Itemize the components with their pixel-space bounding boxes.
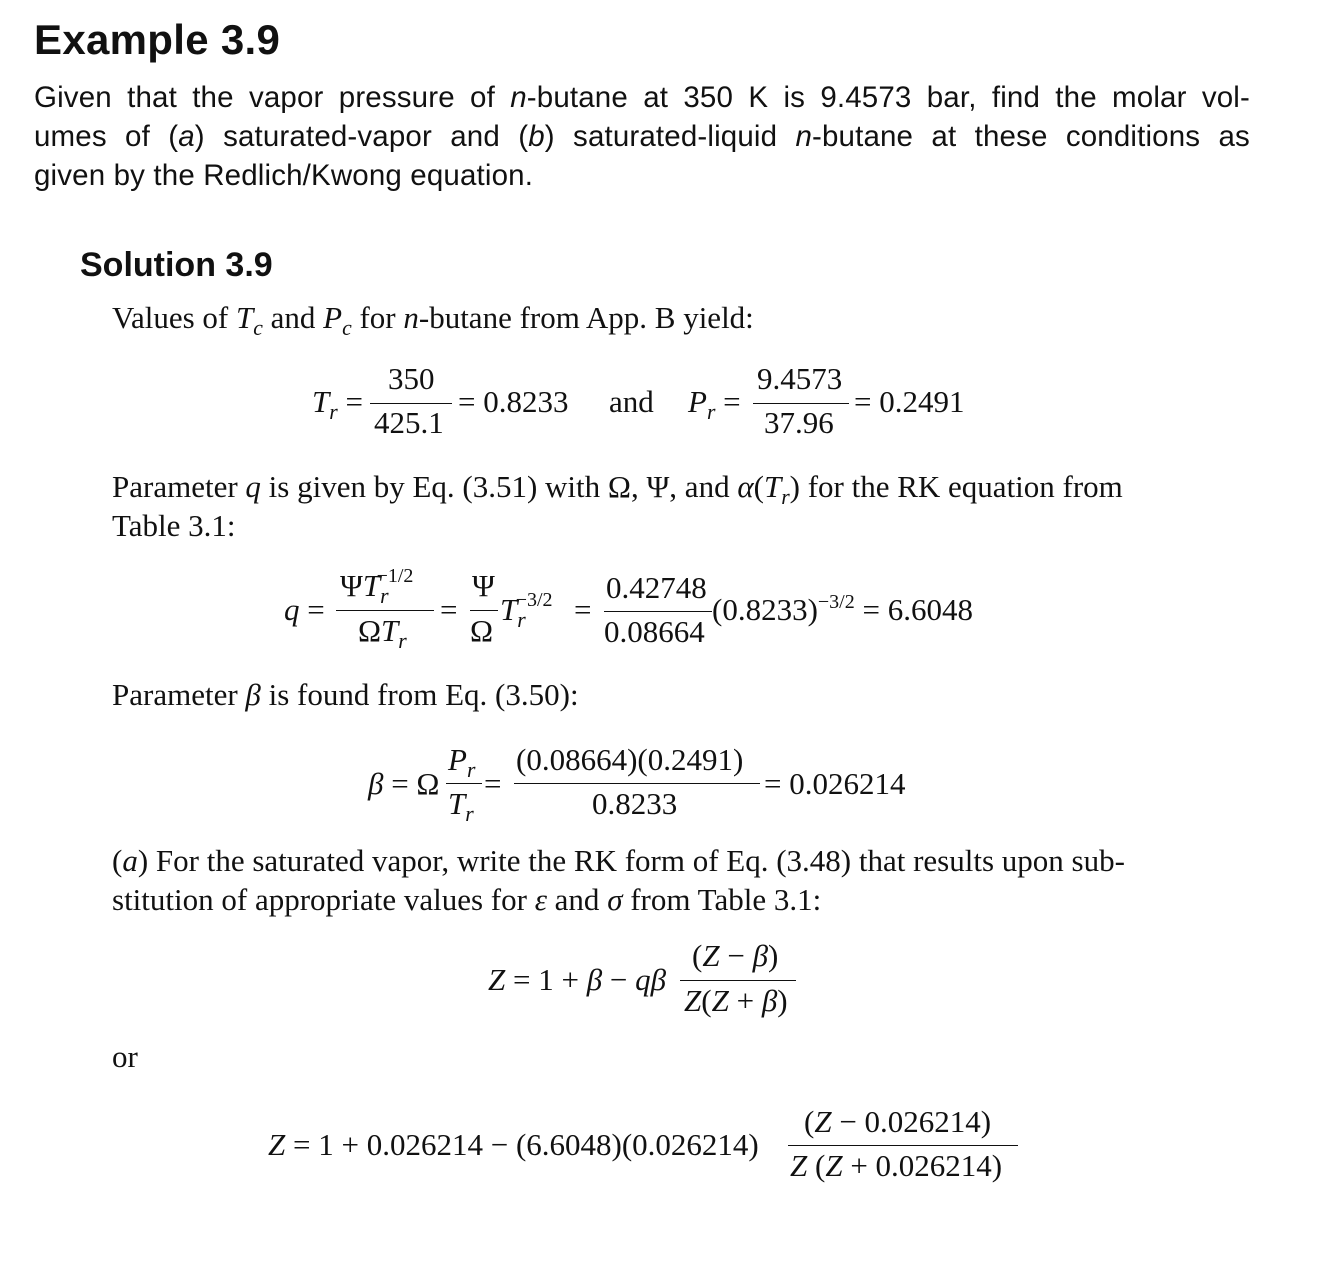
problem-line-2: umes of (a) saturated-vapor and (b) saturated-liquid n-butane at these conditions as bbox=[34, 120, 1250, 153]
eq3-equals: = bbox=[484, 766, 502, 801]
eq3-result: = 0.026214 bbox=[764, 766, 906, 801]
eq2-numerator-2: Ψ bbox=[472, 568, 495, 603]
eq4-fraction-bar bbox=[680, 980, 796, 981]
solution-para-4-line-1: (a) For the saturated vapor, write the RK form of Eq. (3.48) that results upon sub- bbox=[112, 843, 1125, 878]
eq2-fraction-bar-3 bbox=[604, 611, 712, 612]
eq2-tr-power: $T_r^{-3/2}$ bbox=[500, 589, 553, 633]
solution-title: Solution 3.9 bbox=[80, 246, 273, 284]
eq2-result: $(0.8233)^{-3/2} = 6.6048$ bbox=[712, 591, 973, 627]
example-problem-text bbox=[34, 78, 1264, 195]
eq1-pr-fraction-bar bbox=[753, 403, 849, 404]
eq3-denominator-1: $T_r$ bbox=[448, 786, 474, 827]
problem-line-1: Given that the vapor pressure of n-butane at 350 K is 9.4573 bar, find the molar vol- bbox=[34, 81, 1250, 114]
eq1-tr-denominator: 425.1 bbox=[374, 405, 444, 440]
eq2-numerator-3: 0.42748 bbox=[606, 570, 707, 605]
eq2-denominator-3: 0.08664 bbox=[604, 614, 705, 649]
eq2-equals-2: = bbox=[574, 592, 592, 627]
solution-para-4-line-2: stitution of appropriate values for ε and σ from Table 3.1: bbox=[112, 882, 822, 917]
eq1-tr-numerator: 350 bbox=[388, 361, 435, 396]
eq1-and: and bbox=[609, 384, 654, 419]
eq1-pr-label: $P_r$ = bbox=[688, 384, 741, 425]
eq2-denominator-1: $\Omega T_r$ bbox=[358, 613, 407, 654]
eq5-lhs: Z = 1 + 0.026214 − (6.6048)(0.026214) bbox=[268, 1127, 759, 1162]
eq3-denominator-2: 0.8233 bbox=[592, 786, 678, 821]
solution-para-3: Parameter β is found from Eq. (3.50): bbox=[112, 677, 579, 712]
solution-para-1: Values of $T_c$ and $P_c$ for n-butane from App. B yield: bbox=[112, 300, 754, 341]
eq5-denominator: Z (Z + 0.026214) bbox=[790, 1148, 1003, 1183]
solution-para-2-line-1: Parameter q is given by Eq. (3.51) with Ω, Ψ, and $\alpha(T_r)$ for the RK equation from bbox=[112, 469, 1123, 510]
eq4-numerator: (Z − β) bbox=[692, 938, 779, 973]
eq4-denominator: Z(Z + β) bbox=[684, 983, 788, 1018]
problem-line-3: given by the Redlich/Kwong equation. bbox=[34, 159, 534, 192]
eq5-fraction-bar bbox=[788, 1145, 1018, 1146]
eq3-numerator-2: (0.08664)(0.2491) bbox=[516, 742, 744, 777]
eq5-numerator: (Z − 0.026214) bbox=[804, 1104, 992, 1139]
or-label: or bbox=[112, 1039, 138, 1074]
example-title: Example 3.9 bbox=[34, 16, 281, 63]
eq1-pr-denominator: 37.96 bbox=[764, 405, 834, 440]
eq4-lhs: Z = 1 + β − qβ bbox=[488, 962, 667, 997]
solution-para-2-line-2: Table 3.1: bbox=[112, 508, 236, 543]
eq2-denominator-2: Ω bbox=[470, 613, 494, 648]
eq1-tr-label: $T_r$ = bbox=[312, 384, 363, 425]
eq2-fraction-bar-2 bbox=[470, 610, 498, 611]
eq1-pr-numerator: 9.4573 bbox=[757, 361, 843, 396]
eq2-q-label: q = bbox=[284, 592, 325, 627]
eq3-fraction-bar-1 bbox=[446, 783, 482, 784]
eq2-numerator-1: $\Psi T_r^{-1/2}$ bbox=[340, 565, 414, 609]
eq1-pr-result: = 0.2491 bbox=[854, 384, 965, 419]
eq1-tr-fraction-bar bbox=[370, 403, 452, 404]
eq2-fraction-bar-1 bbox=[336, 610, 434, 611]
eq3-beta-label: β = Ω bbox=[368, 766, 440, 801]
eq3-fraction-bar-2 bbox=[514, 783, 760, 784]
eq1-tr-result: = 0.8233 bbox=[458, 384, 569, 419]
eq2-equals-1: = bbox=[440, 592, 458, 627]
eq3-numerator-1: $P_r$ bbox=[448, 742, 476, 783]
